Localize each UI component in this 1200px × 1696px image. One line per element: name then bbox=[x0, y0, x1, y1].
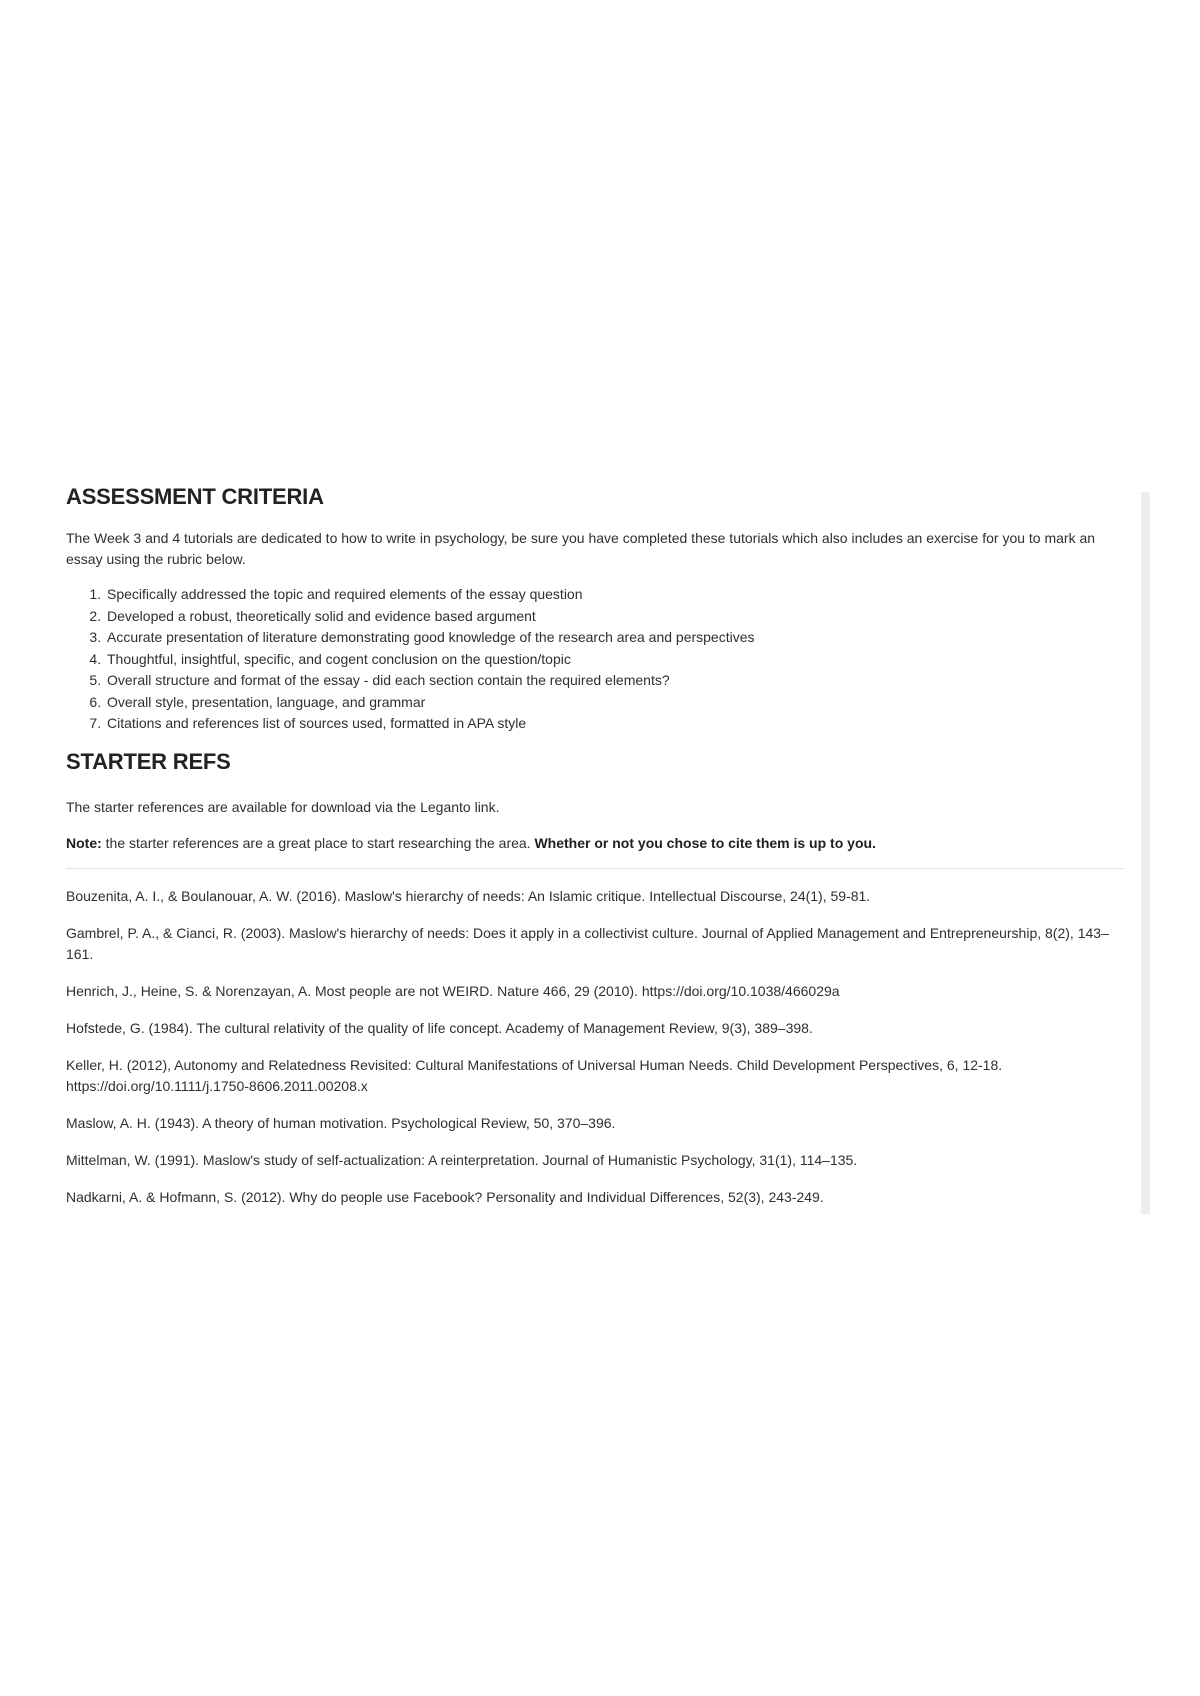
starter-availability-text: The starter references are available for download via the Leganto link. bbox=[66, 798, 500, 815]
criteria-item: 2. Developed a robust, theoretically solid and evidence based argument bbox=[105, 606, 1126, 628]
starter-note bbox=[66, 833, 1126, 854]
scrollbar[interactable] bbox=[1141, 492, 1150, 1214]
reference-item: Keller, H. (2012), Autonomy and Relatedness Revisited: Cultural Manifestations of Universal Human Needs. Child Development Perspectives, 6, 12-18. https://doi.org/10.1111/j.1750-8606.2011.00208.x bbox=[66, 1056, 1003, 1094]
note-label: Note: bbox=[66, 834, 102, 851]
reference-item: Nadkarni, A. & Hofmann, S. (2012). Why do people use Facebook? Personality and Individual Differences, 52(3), 243-249. bbox=[66, 1188, 824, 1205]
criteria-list bbox=[66, 584, 1126, 735]
divider bbox=[66, 868, 1124, 869]
note-text: the starter references are a great place to start researching the area. bbox=[101, 834, 535, 851]
reference-item: Bouzenita, A. I., & Boulanouar, A. W. (2016). Maslow's hierarchy of needs: An Islamic critique. Intellectual Discourse, 24(1), 59-81. bbox=[66, 887, 871, 904]
page-content bbox=[66, 484, 1126, 1224]
reference-item: Hofstede, G. (1984). The cultural relativity of the quality of life concept. Academy of Management Review, 9(3), 389–398. bbox=[66, 1019, 813, 1036]
reference-item: Maslow, A. H. (1943). A theory of human motivation. Psychological Review, 50, 370–396. bbox=[66, 1114, 616, 1131]
criteria-item: 7. Citations and references list of sources used, formatted in APA style bbox=[105, 713, 1126, 735]
starter-refs-heading: STARTER REFS bbox=[66, 748, 231, 774]
criteria-item: 5. Overall structure and format of the essay - did each section contain the required elements? bbox=[105, 670, 1126, 692]
assessment-intro: The Week 3 and 4 tutorials are dedicated to how to write in psychology, be sure you have completed these tutorials which also includes an exercise for you to mark an essay using the rubric below. bbox=[66, 530, 1096, 567]
criteria-item: 6. Overall style, presentation, language, and grammar bbox=[105, 692, 1126, 714]
criteria-item: 3. Accurate presentation of literature demonstrating good knowledge of the research area and perspectives bbox=[105, 627, 1126, 649]
reference-item: Henrich, J., Heine, S. & Norenzayan, A. Most people are not WEIRD. Nature 466, 29 (2010). https://doi.org/10.1038/466029a bbox=[66, 982, 840, 999]
reference-item: Gambrel, P. A., & Cianci, R. (2003). Maslow's hierarchy of needs: Does it apply in a collectivist culture. Journal of Applied Management and Entrepreneurship, 8(2), 143–161. bbox=[66, 924, 1109, 962]
reference-item: Mittelman, W. (1991). Maslow's study of self-actualization: A reinterpretation. Journal of Humanistic Psychology, 31(1), 114–135. bbox=[66, 1151, 858, 1168]
assessment-criteria-heading: ASSESSMENT CRITERIA bbox=[66, 484, 324, 509]
criteria-item: 4. Thoughtful, insightful, specific, and cogent conclusion on the question/topic bbox=[105, 649, 1126, 671]
criteria-item: 1. Specifically addressed the topic and required elements of the essay question bbox=[105, 584, 1126, 606]
note-bold-text: Whether or not you chose to cite them is up to you. bbox=[534, 834, 876, 851]
reference-list bbox=[66, 886, 1126, 1208]
